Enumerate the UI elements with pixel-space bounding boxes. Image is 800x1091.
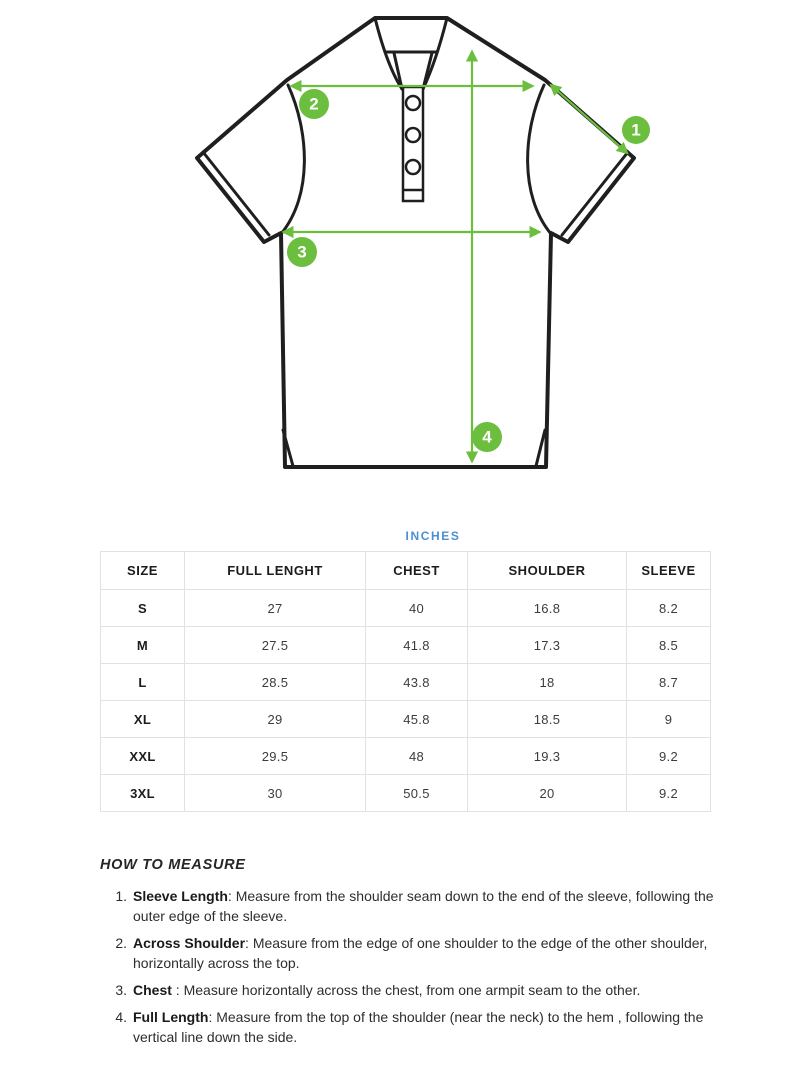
cell-full-length: 27.5 bbox=[185, 627, 366, 664]
instruction-separator: : bbox=[227, 888, 236, 904]
cell-size: L bbox=[101, 664, 185, 701]
cell-chest: 43.8 bbox=[366, 664, 468, 701]
cell-shoulder: 18.5 bbox=[468, 701, 627, 738]
col-header-shoulder: SHOULDER bbox=[468, 552, 627, 590]
cell-size: 3XL bbox=[101, 775, 185, 812]
col-header-chest: CHEST bbox=[366, 552, 468, 590]
instruction-text bbox=[133, 1007, 714, 1047]
cell-shoulder: 20 bbox=[468, 775, 627, 812]
instruction-number: 3. bbox=[115, 982, 127, 998]
cell-shoulder: 16.8 bbox=[468, 590, 627, 627]
instruction-number: 2. bbox=[115, 935, 127, 951]
instruction-term: Sleeve Length bbox=[133, 888, 228, 904]
cell-size: M bbox=[101, 627, 185, 664]
table-row bbox=[101, 738, 711, 775]
instruction-text bbox=[133, 933, 714, 973]
instruction-separator: : bbox=[171, 982, 184, 998]
badge-3-number: 3 bbox=[297, 242, 307, 262]
table-row bbox=[101, 775, 711, 812]
instruction-number: 4. bbox=[115, 1009, 127, 1025]
cell-full-length: 29 bbox=[185, 701, 366, 738]
cell-sleeve: 8.5 bbox=[627, 627, 711, 664]
cell-chest: 50.5 bbox=[366, 775, 468, 812]
cell-chest: 45.8 bbox=[366, 701, 468, 738]
measure-instruction-full-length bbox=[100, 1007, 714, 1047]
cell-shoulder: 18 bbox=[468, 664, 627, 701]
cell-full-length: 28.5 bbox=[185, 664, 366, 701]
instruction-body: Measure horizontally across the chest, from one armpit seam to the other. bbox=[183, 982, 641, 998]
size-table bbox=[100, 551, 711, 812]
col-header-size: SIZE bbox=[101, 552, 185, 590]
button-icon bbox=[406, 96, 420, 110]
cell-size: XL bbox=[101, 701, 185, 738]
instruction-separator: : bbox=[245, 935, 253, 951]
cell-size: S bbox=[101, 590, 185, 627]
units-label: INCHES bbox=[405, 529, 461, 543]
button-icon bbox=[406, 160, 420, 174]
badge-1-number: 1 bbox=[631, 120, 641, 140]
badge-2-number: 2 bbox=[309, 94, 319, 114]
instruction-separator: : bbox=[208, 1009, 217, 1025]
measure-instruction-sleeve-length bbox=[100, 886, 714, 926]
instruction-text bbox=[133, 886, 714, 926]
how-to-measure-heading: HOW TO MEASURE bbox=[100, 857, 246, 873]
instruction-body: Measure from the top of the shoulder (near the neck) to the hem , following the vertical line down the side. bbox=[133, 1009, 704, 1045]
table-row bbox=[101, 701, 711, 738]
instruction-body: Measure from the edge of one shoulder to the edge of the other shoulder, horizontally across the top. bbox=[133, 935, 708, 971]
button-icon bbox=[406, 128, 420, 142]
cell-chest: 40 bbox=[366, 590, 468, 627]
cell-sleeve: 9.2 bbox=[627, 775, 711, 812]
col-header-full-length: FULL LENGHT bbox=[185, 552, 366, 590]
cell-sleeve: 9.2 bbox=[627, 738, 711, 775]
instruction-number: 1. bbox=[115, 888, 127, 904]
placket bbox=[403, 87, 423, 201]
size-table-header-row bbox=[101, 552, 711, 590]
cell-full-length: 30 bbox=[185, 775, 366, 812]
cell-full-length: 29.5 bbox=[185, 738, 366, 775]
how-to-measure-list bbox=[100, 886, 714, 1054]
cell-chest: 41.8 bbox=[366, 627, 468, 664]
cell-shoulder: 17.3 bbox=[468, 627, 627, 664]
table-row bbox=[101, 590, 711, 627]
cell-sleeve: 8.2 bbox=[627, 590, 711, 627]
cell-sleeve: 9 bbox=[627, 701, 711, 738]
measure-instruction-chest bbox=[100, 980, 714, 1000]
instruction-term: Chest bbox=[133, 982, 172, 998]
table-row bbox=[101, 627, 711, 664]
col-header-sleeve: SLEEVE bbox=[627, 552, 711, 590]
instruction-term: Full Length bbox=[133, 1009, 209, 1025]
cell-full-length: 27 bbox=[185, 590, 366, 627]
badge-4-number: 4 bbox=[482, 427, 492, 447]
polo-shirt-diagram bbox=[0, 0, 800, 500]
cell-chest: 48 bbox=[366, 738, 468, 775]
instruction-body: Measure from the shoulder seam down to the end of the sleeve, following the outer edge of the sleeve. bbox=[133, 888, 714, 924]
measure-instruction-across-shoulder bbox=[100, 933, 714, 973]
cell-shoulder: 19.3 bbox=[468, 738, 627, 775]
table-row bbox=[101, 664, 711, 701]
instruction-term: Across Shoulder bbox=[133, 935, 246, 951]
instruction-text bbox=[133, 980, 714, 1000]
cell-sleeve: 8.7 bbox=[627, 664, 711, 701]
cell-size: XXL bbox=[101, 738, 185, 775]
